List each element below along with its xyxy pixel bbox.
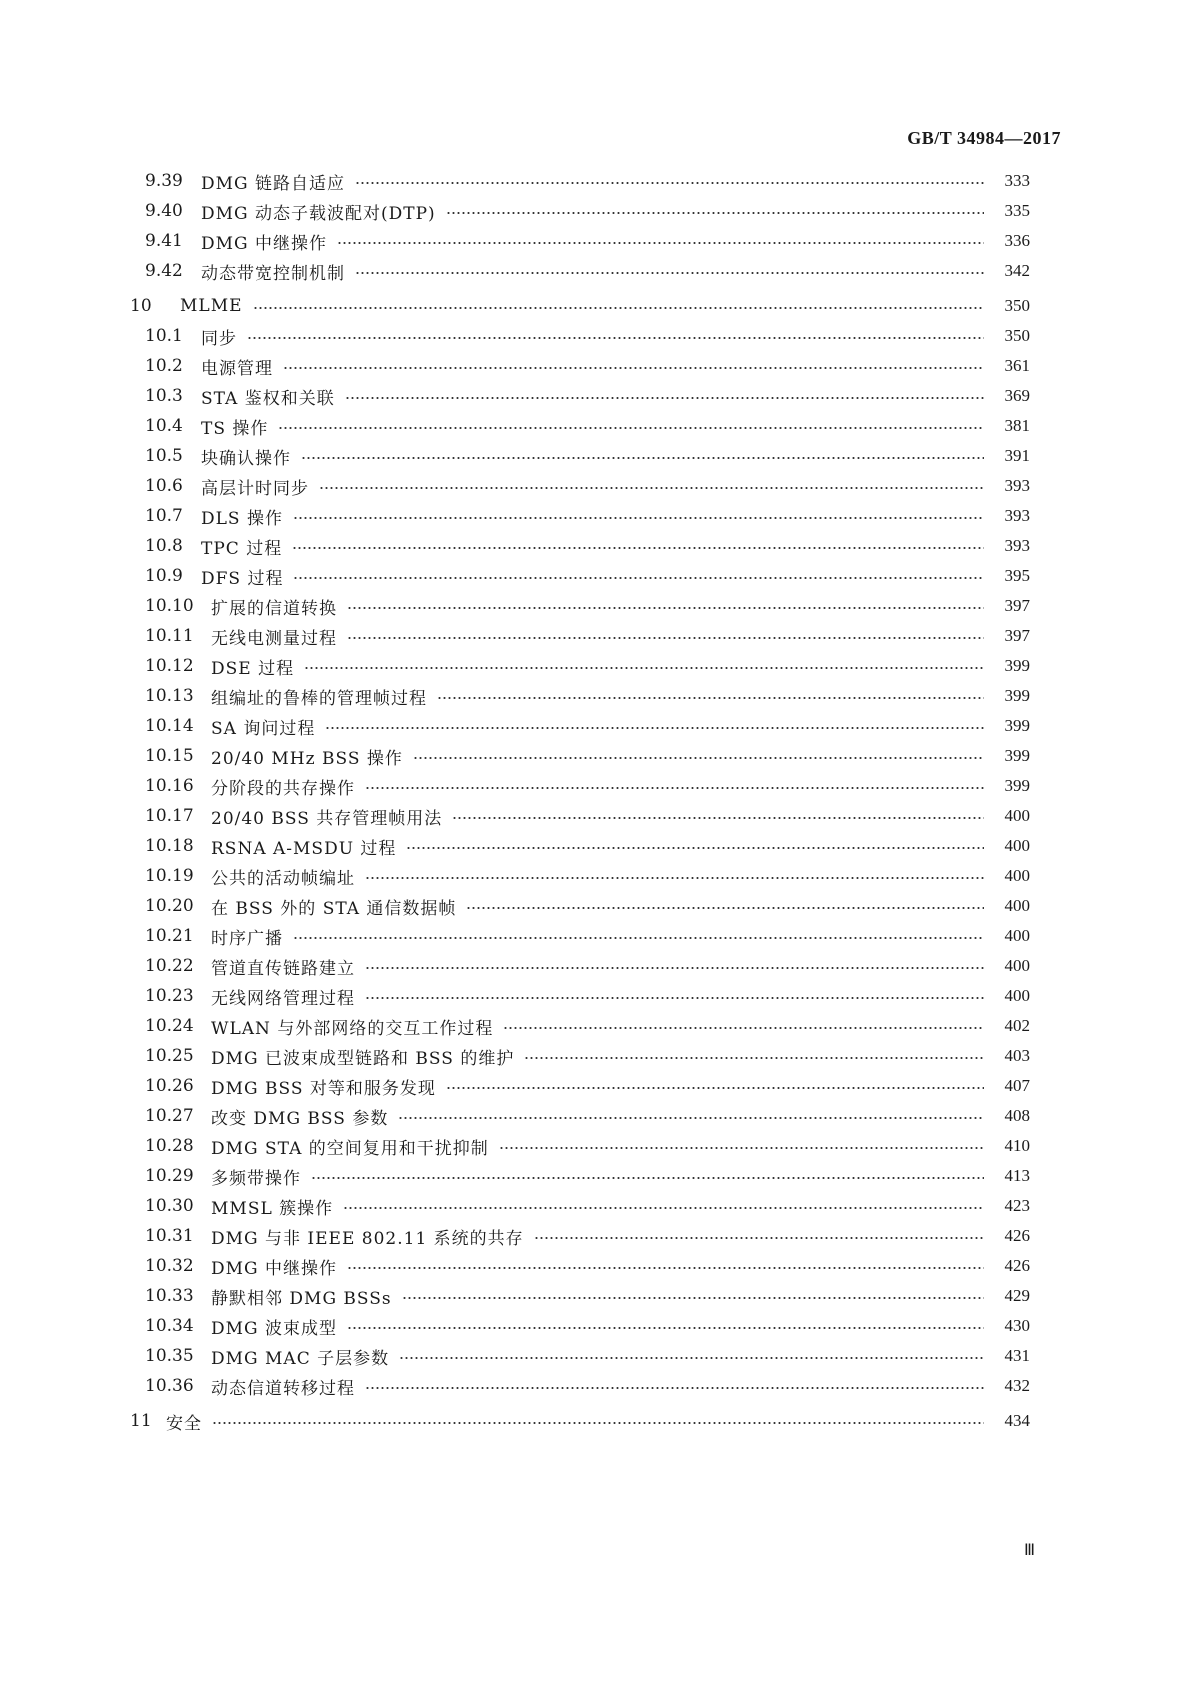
- toc-title: WLAN 与外部网络的交互工作过程: [211, 1018, 494, 1039]
- toc-page: 426: [1004, 1256, 1030, 1275]
- toc-entry[interactable]: [145, 256, 1030, 286]
- toc-entry[interactable]: [145, 891, 1030, 921]
- toc-title: DLS 操作: [201, 508, 283, 529]
- toc-leader-dots: [499, 1147, 984, 1149]
- toc-page: 393: [1004, 506, 1030, 525]
- toc-page: 431: [1004, 1346, 1030, 1365]
- toc-entry[interactable]: [145, 831, 1030, 861]
- toc-title: 20/40 BSS 共存管理帧用法: [211, 808, 443, 829]
- toc-leader-dots: [365, 967, 984, 969]
- toc-page: 399: [1004, 656, 1030, 675]
- toc-number: 10.17: [145, 806, 194, 826]
- toc-page: 350: [1004, 296, 1030, 315]
- toc-number: 9.41: [145, 231, 183, 251]
- toc-title: SA 询问过程: [211, 718, 316, 739]
- toc-number: 10.14: [145, 716, 194, 736]
- toc-number: 10.26: [145, 1076, 194, 1096]
- document-code: GB/T 34984—2017: [907, 128, 1061, 148]
- toc-entry[interactable]: [145, 1311, 1030, 1341]
- toc-number: 10.15: [145, 746, 194, 766]
- toc-entry[interactable]: [145, 1131, 1030, 1161]
- toc-leader-dots: [345, 397, 984, 399]
- toc-entry[interactable]: [145, 1101, 1030, 1131]
- toc-title: DMG BSS 对等和服务发现: [211, 1078, 436, 1099]
- toc-page: 408: [1004, 1106, 1030, 1125]
- toc-title: 分阶段的共存操作: [211, 778, 355, 799]
- toc-page: 399: [1004, 686, 1030, 705]
- toc-page: 410: [1004, 1136, 1030, 1155]
- toc-number: 9.39: [145, 171, 183, 191]
- toc-title: DSE 过程: [211, 658, 295, 679]
- toc-entry[interactable]: [145, 321, 1030, 351]
- toc-entry[interactable]: [145, 501, 1030, 531]
- toc-title: DMG MAC 子层参数: [211, 1348, 390, 1369]
- toc-title: 安全: [166, 1413, 202, 1434]
- toc-number: 10.35: [145, 1346, 194, 1366]
- toc-page: 336: [1004, 231, 1030, 250]
- toc-page: 369: [1004, 386, 1030, 405]
- toc-entry[interactable]: [145, 226, 1030, 256]
- toc-leader-dots: [304, 667, 984, 669]
- toc-page: 423: [1004, 1196, 1030, 1215]
- toc-title: 静默相邻 DMG BSSs: [211, 1288, 392, 1309]
- toc-page: 361: [1004, 356, 1030, 375]
- toc-page: 399: [1004, 746, 1030, 765]
- toc-title: 公共的活动帧编址: [211, 868, 355, 889]
- toc-leader-dots: [524, 1057, 984, 1059]
- toc-leader-dots: [365, 997, 984, 999]
- toc-entry[interactable]: [145, 1011, 1030, 1041]
- toc-page: 413: [1004, 1166, 1030, 1185]
- toc-page: 400: [1004, 866, 1030, 885]
- toc-number: 10: [130, 296, 152, 316]
- toc-entry[interactable]: [145, 921, 1030, 951]
- toc-entry[interactable]: [145, 1041, 1030, 1071]
- toc-title: DMG 已波束成型链路和 BSS 的维护: [211, 1048, 515, 1069]
- toc-title: 时序广播: [211, 928, 283, 949]
- toc-leader-dots: [293, 937, 984, 939]
- toc-leader-dots: [292, 547, 984, 549]
- toc-entry[interactable]: [145, 681, 1030, 711]
- toc-entry[interactable]: [145, 801, 1030, 831]
- toc-entry[interactable]: [145, 741, 1030, 771]
- toc-leader-dots: [347, 637, 984, 639]
- toc-title: RSNA A-MSDU 过程: [211, 838, 397, 859]
- toc-leader-dots: [325, 727, 984, 729]
- toc-page: 350: [1004, 326, 1030, 345]
- toc-number: 10.19: [145, 866, 194, 886]
- toc-number: 10.24: [145, 1016, 194, 1036]
- toc-number: 10.30: [145, 1196, 194, 1216]
- toc-page: 400: [1004, 896, 1030, 915]
- toc-page: 430: [1004, 1316, 1030, 1335]
- toc-page: 407: [1004, 1076, 1030, 1095]
- toc-entry[interactable]: [145, 951, 1030, 981]
- toc-leader-dots: [446, 212, 984, 214]
- toc-page: 335: [1004, 201, 1030, 220]
- toc-title: 管道直传链路建立: [211, 958, 355, 979]
- toc-entry[interactable]: [145, 351, 1030, 381]
- toc-leader-dots: [398, 1117, 984, 1119]
- toc-leader-dots: [343, 1207, 984, 1209]
- toc-entry[interactable]: [145, 441, 1030, 471]
- toc-number: 10.2: [145, 356, 183, 376]
- toc-entry[interactable]: [145, 861, 1030, 891]
- page-number: Ⅲ: [1024, 1542, 1036, 1559]
- toc-number: 11: [130, 1411, 152, 1431]
- toc-entry[interactable]: [145, 411, 1030, 441]
- toc-number: 9.40: [145, 201, 183, 221]
- toc-entry[interactable]: [145, 1371, 1030, 1401]
- toc-leader-dots: [466, 907, 984, 909]
- toc-title: 20/40 MHz BSS 操作: [211, 748, 403, 769]
- toc-number: 10.27: [145, 1106, 194, 1126]
- toc-leader-dots: [413, 757, 984, 759]
- toc-entry[interactable]: [145, 591, 1030, 621]
- toc-number: 10.10: [145, 596, 194, 616]
- toc-page: 399: [1004, 776, 1030, 795]
- toc-number: 10.5: [145, 446, 183, 466]
- toc-title: DMG 链路自适应: [201, 173, 346, 194]
- toc-title: DMG 动态子载波配对(DTP): [201, 203, 436, 224]
- toc-number: 10.16: [145, 776, 194, 796]
- toc-number: 10.6: [145, 476, 183, 496]
- toc-title: 动态带宽控制机制: [201, 263, 345, 284]
- toc-leader-dots: [355, 272, 984, 274]
- toc-number: 10.23: [145, 986, 194, 1006]
- toc-leader-dots: [253, 307, 984, 309]
- toc-page: 434: [1004, 1411, 1030, 1430]
- toc-leader-dots: [406, 847, 984, 849]
- toc-number: 10.20: [145, 896, 194, 916]
- toc-page: 397: [1004, 596, 1030, 615]
- toc-title: TS 操作: [201, 418, 269, 439]
- toc-number: 10.3: [145, 386, 183, 406]
- toc-entry[interactable]: [145, 711, 1030, 741]
- toc-entry[interactable]: [145, 1251, 1030, 1281]
- toc-leader-dots: [293, 577, 984, 579]
- toc-entry[interactable]: [145, 1161, 1030, 1191]
- toc-page: 400: [1004, 836, 1030, 855]
- toc-number: 10.31: [145, 1226, 194, 1246]
- toc-entry[interactable]: [145, 561, 1030, 591]
- toc-entry[interactable]: [145, 1191, 1030, 1221]
- toc-title: DMG 中继操作: [201, 233, 328, 254]
- toc-page: 393: [1004, 536, 1030, 555]
- toc-chapter[interactable]: [130, 1406, 1030, 1436]
- toc-leader-dots: [534, 1237, 984, 1239]
- toc-title: 动态信道转移过程: [211, 1378, 355, 1399]
- toc-leader-dots: [402, 1297, 984, 1299]
- toc-leader-dots: [347, 1327, 984, 1329]
- toc-title: MLME: [180, 296, 243, 316]
- toc-entry[interactable]: [145, 1071, 1030, 1101]
- toc-page: 395: [1004, 566, 1030, 585]
- toc-entry[interactable]: [145, 166, 1030, 196]
- toc-entry[interactable]: [145, 621, 1030, 651]
- toc-page: 400: [1004, 956, 1030, 975]
- toc-number: 10.11: [145, 626, 194, 646]
- toc-title: DMG 与非 IEEE 802.11 系统的共存: [211, 1228, 524, 1249]
- toc-number: 10.36: [145, 1376, 194, 1396]
- toc-title: 改变 DMG BSS 参数: [211, 1108, 389, 1129]
- toc-title: 同步: [201, 328, 237, 349]
- toc-page: 393: [1004, 476, 1030, 495]
- toc-title: DMG 波束成型: [211, 1318, 338, 1339]
- toc-number: 10.32: [145, 1256, 194, 1276]
- toc-leader-dots: [365, 877, 984, 879]
- toc-title: DMG 中继操作: [211, 1258, 338, 1279]
- toc-leader-dots: [337, 242, 984, 244]
- toc-title: 电源管理: [201, 358, 273, 379]
- toc-title: 高层计时同步: [201, 478, 309, 499]
- toc-title: 扩展的信道转换: [211, 598, 337, 619]
- toc-number: 10.9: [145, 566, 183, 586]
- toc-entry[interactable]: [145, 531, 1030, 561]
- toc-leader-dots: [503, 1027, 984, 1029]
- toc-entry[interactable]: [145, 651, 1030, 681]
- toc-leader-dots: [446, 1087, 984, 1089]
- toc-entry[interactable]: [145, 1221, 1030, 1251]
- toc-leader-dots: [355, 182, 984, 184]
- toc-title: MMSL 簇操作: [211, 1198, 334, 1219]
- toc-leader-dots: [319, 487, 984, 489]
- toc-number: 10.13: [145, 686, 194, 706]
- toc-title: STA 鉴权和关联: [201, 388, 335, 409]
- toc-page: 432: [1004, 1376, 1030, 1395]
- toc-number: 9.42: [145, 261, 183, 281]
- toc-number: 10.7: [145, 506, 183, 526]
- toc-title: 多频带操作: [211, 1168, 301, 1189]
- toc-title: 块确认操作: [201, 448, 291, 469]
- toc-leader-dots: [347, 1267, 984, 1269]
- toc-title: 无线电测量过程: [211, 628, 337, 649]
- toc-number: 10.34: [145, 1316, 194, 1336]
- toc-leader-dots: [452, 817, 984, 819]
- toc-leader-dots: [399, 1357, 984, 1359]
- toc-leader-dots: [293, 517, 984, 519]
- toc-chapter[interactable]: [130, 291, 1030, 321]
- toc-number: 10.18: [145, 836, 194, 856]
- toc-leader-dots: [311, 1177, 984, 1179]
- toc-number: 10.22: [145, 956, 194, 976]
- toc-title: DFS 过程: [201, 568, 284, 589]
- toc-page: 397: [1004, 626, 1030, 645]
- toc-number: 10.8: [145, 536, 183, 556]
- toc-leader-dots: [437, 697, 984, 699]
- toc-number: 10.29: [145, 1166, 194, 1186]
- toc-page: 400: [1004, 986, 1030, 1005]
- toc-leader-dots: [365, 787, 984, 789]
- toc-number: 10.1: [145, 326, 183, 346]
- toc-page: 403: [1004, 1046, 1030, 1065]
- toc-entry[interactable]: [145, 981, 1030, 1011]
- toc-title: 无线网络管理过程: [211, 988, 355, 1009]
- toc-number: 10.12: [145, 656, 194, 676]
- toc-title: DMG STA 的空间复用和干扰抑制: [211, 1138, 489, 1159]
- toc-page: 400: [1004, 806, 1030, 825]
- toc-title: TPC 过程: [201, 538, 283, 559]
- toc-number: 10.4: [145, 416, 183, 436]
- toc-page: 391: [1004, 446, 1030, 465]
- toc-entry[interactable]: [145, 196, 1030, 226]
- toc-title: 在 BSS 外的 STA 通信数据帧: [211, 898, 457, 919]
- toc-leader-dots: [365, 1387, 984, 1389]
- toc-leader-dots: [301, 457, 984, 459]
- toc-entry[interactable]: [145, 1341, 1030, 1371]
- toc-page: 426: [1004, 1226, 1030, 1245]
- toc-leader-dots: [347, 607, 984, 609]
- toc-number: 10.21: [145, 926, 194, 946]
- toc-page: 381: [1004, 416, 1030, 435]
- toc-number: 10.28: [145, 1136, 194, 1156]
- toc-page: 333: [1004, 171, 1030, 190]
- toc-title: 组编址的鲁棒的管理帧过程: [211, 688, 427, 709]
- toc-entry[interactable]: [145, 771, 1030, 801]
- toc-page: 399: [1004, 716, 1030, 735]
- toc-leader-dots: [278, 427, 984, 429]
- toc-number: 10.33: [145, 1286, 194, 1306]
- toc-entry[interactable]: [145, 471, 1030, 501]
- toc-leader-dots: [283, 367, 984, 369]
- toc-leader-dots: [247, 337, 984, 339]
- toc-entry[interactable]: [145, 1281, 1030, 1311]
- toc-entry[interactable]: [145, 381, 1030, 411]
- toc-page: 402: [1004, 1016, 1030, 1035]
- toc-number: 10.25: [145, 1046, 194, 1066]
- toc-page: 400: [1004, 926, 1030, 945]
- toc-page: 342: [1004, 261, 1030, 280]
- toc-leader-dots: [212, 1422, 984, 1424]
- toc-page: 429: [1004, 1286, 1030, 1305]
